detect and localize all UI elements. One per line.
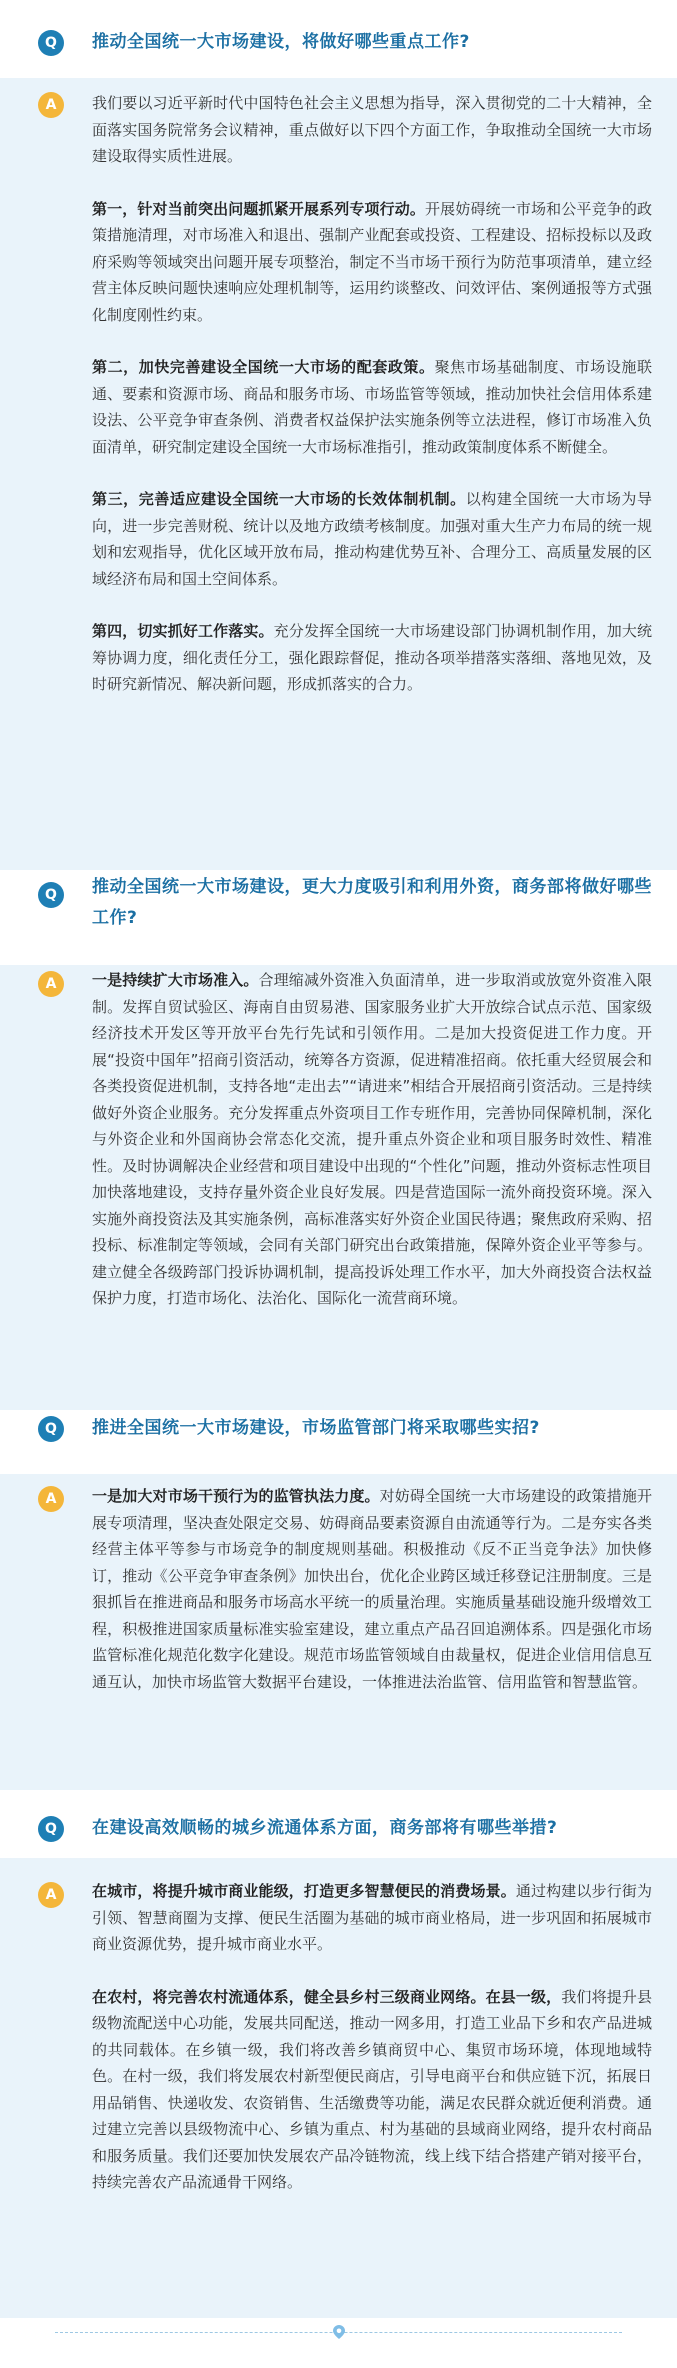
question-badge: Q (38, 882, 64, 908)
answer-body (92, 967, 652, 1312)
answer-paragraph: 我们要以习近平新时代中国特色社会主义思想为指导，深入贯彻党的二十大精神，全面落实国务院常务会议精神，重点做好以下四个方面工作，争取推动全国统一大市场建设取得实质性进展。 (92, 94, 652, 165)
answer-panel (0, 1474, 677, 1790)
question-badge: Q (38, 30, 64, 56)
answer-paragraph: 第二，加快完善建设全国统一大市场的配套政策。聚焦市场基础制度、市场设施联通、要素和资源市场、商品和服务市场、市场监管等领域，推动加快社会信用体系建设法、公平竞争审查条例、消费者权益保护法实施条例等立法进程，修订市场准入负面清单，研究制定建设全国统一大市场标准指引，推动政策制度体系不断健全。 (92, 358, 652, 456)
answer-badge: A (38, 971, 64, 997)
answer-paragraph: 第四，切实抓好工作落实。充分发挥全国统一大市场建设部门协调机制作用，加大统筹协调力度，细化责任分工，强化跟踪督促，推动各项举措落实落细、落地见效，及时研究新情况、解决新问题，形成抓落实的合力。 (92, 622, 652, 693)
answer-panel (0, 78, 677, 870)
answer-body (92, 1878, 652, 2196)
answer-paragraph: 在城市，将提升城市商业能级，打造更多智慧便民的消费场景。通过构建以步行街为引领、智慧商圈为支撑、便民生活圈为基础的城市商业格局，进一步巩固和拓展城市商业资源优势，提升城市商业水平。 (92, 1882, 652, 1953)
answer-paragraph: 一是持续扩大市场准入。合理缩减外资准入负面清单，进一步取消或放宽外资准入限制。发挥自贸试验区、海南自由贸易港、国家服务业扩大开放综合试点示范、国家级经济技术开发区等开放平台先行先试和引领作用。二是加大投资促进工作力度。开展“投资中国年”招商引资活动，统筹各方资源，促进精准招商。依托重大经贸展会和各类投资促进机制，支持各地“走出去”“请进来”相结合开展招商引资活动。三是持续做好外资企业服务。充分发挥重点外资项目工作专班作用，完善协同保障机制，深化与外资企业和外国商协会常态化交流，提升重点外资企业和项目服务时效性、精准性。及时协调解决企业经营和项目建设中出现的“个性化”问题，推动外资标志性项目加快落地建设，支持存量外资企业良好发展。四是营造国际一流外商投资环境。深入实施外商投资法及其实施条例，高标准落实好外资企业国民待遇；聚焦政府采购、招投标、标准制定等领域，会同有关部门研究出台政策措施，保障外资企业平等参与。建立健全各级跨部门投诉协调机制，提高投诉处理工作水平，加大外商投资合法权益保护力度，打造市场化、法治化、国际化一流营商环境。 (92, 971, 652, 1307)
answer-panel (0, 1858, 677, 2318)
answer-panel (0, 965, 677, 1410)
qa-block-1 (0, 0, 677, 870)
question-title: 推动全国统一大市场建设，将做好哪些重点工作? (92, 32, 470, 52)
question-row (0, 1410, 677, 1474)
question-title: 推进全国统一大市场建设，市场监管部门将采取哪些实招? (92, 1418, 540, 1438)
answer-paragraph: 第一，针对当前突出问题抓紧开展系列专项行动。开展妨碍统一市场和公平竞争的政策措施清理，对市场准入和退出、强制产业配套或投资、工程建设、招标投标以及政府采购等领域突出问题开展专项整治，制定不当市场干预行为防范事项清单，建立经营主体反映问题快速响应处理机制等，运用约谈整改、问效评估、案例通报等方式强化制度刚性约束。 (92, 199, 652, 324)
question-row (0, 0, 677, 78)
answer-paragraph: 第三，完善适应建设全国统一大市场的长效体制机制。以构建全国统一大市场为导向，进一步完善财税、统计以及地方政绩考核制度。加强对重大生产力布局的统一规划和宏观指导，优化区域开放布局，推动构建优势互补、合理分工、高质量发展的区域经济布局和国土空间体系。 (92, 490, 652, 588)
question-row (0, 870, 677, 965)
qa-block-4 (0, 1790, 677, 2318)
answer-badge: A (38, 1486, 64, 1512)
answer-badge: A (38, 1882, 64, 1908)
question-row (0, 1790, 677, 1858)
pin-icon (333, 2325, 345, 2339)
answer-paragraph: 一是加大对市场干预行为的监管执法力度。对妨碍全国统一大市场建设的政策措施开展专项清理，坚决查处限定交易、妨碍商品要素资源自由流通等行为。二是夯实各类经营主体平等参与市场竞争的制度规则基础。积极推动《反不正当竞争法》加快修订，推动《公平竞争审查条例》加快出台，优化企业跨区域迁移登记注册制度。三是狠抓旨在推进商品和服务市场高水平统一的质量治理。实施质量基础设施升级增效工程，积极推进国家质量标准实验室建设，建立重点产品召回追溯体系。四是强化市场监管标准化规范化数字化建设。规范市场监管领域自由裁量权，促进企业信用信息互通互认，加快市场监管大数据平台建设，一体推进法治监管、信用监管和智慧监管。 (92, 1487, 652, 1691)
qa-block-3 (0, 1410, 677, 1790)
answer-paragraph: 在农村，将完善农村流通体系，健全县乡村三级商业网络。在县一级，我们将提升县级物流配送中心功能，发展共同配送，推动一网多用，打造工业品下乡和农产品进城的共同载体。在乡镇一级，我们将改善乡镇商贸中心、集贸市场环境，体现地域特色。在村一级，我们将发展农村新型便民商店，引导电商平台和供应链下沉，拓展日用品销售、快递收发、农资销售、生活缴费等功能，满足农民群众就近便利消费。通过建立完善以县级物流中心、乡镇为重点、村为基础的县域商业网络，提升农村商品和服务质量。我们还要加快发展农产品冷链物流，线上线下结合搭建产销对接平台，持续完善农产品流通骨干网络。 (92, 1987, 652, 2191)
question-badge: Q (38, 1416, 64, 1442)
answer-body (92, 1483, 652, 1695)
question-badge: Q (38, 1816, 64, 1842)
footer-divider (0, 2318, 677, 2368)
qa-block-2 (0, 870, 677, 1410)
answer-badge: A (38, 92, 64, 118)
answer-body (92, 90, 652, 698)
question-title: 在建设高效顺畅的城乡流通体系方面，商务部将有哪些举措? (92, 1818, 558, 1838)
question-title: 推动全国统一大市场建设，更大力度吸引和利用外资，商务部将做好哪些工作? (92, 877, 652, 928)
